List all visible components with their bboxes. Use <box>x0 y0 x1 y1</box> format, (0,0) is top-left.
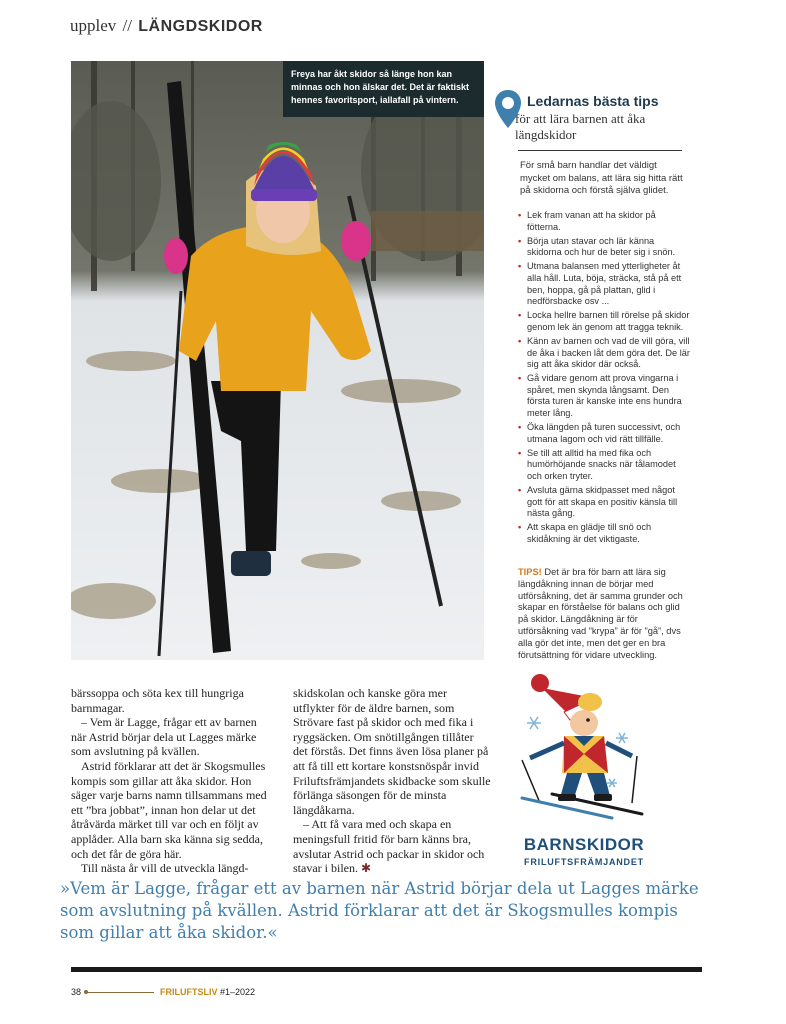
tips-intro: För små barn handlar det väldigt mycket om balans, att lära sig hitta rätt på skidorna och förstå själva glidet. <box>520 160 683 196</box>
tips-title: Ledarnas bästa tips <box>527 93 659 109</box>
tip-item: • Utmana balansen med ytterligheter åt alla håll. Luta, böja, sträcka, stå på ett ben, hoppa, gå på plattan, glid i nedförsbacke osv ... <box>518 261 690 307</box>
body-paragraph-text: – Att få vara med och skapa en meningsfull fritid för barn känns bra, avslutar Astrid och packar in skidor och stavar i bilen. <box>293 817 485 876</box>
tips-divider <box>518 150 682 151</box>
tip-item: • Gå vidare genom att prova vingarna i spåret, men skynda långsamt. Den första turen är kanske inte ens hundra meter lång. <box>518 373 690 419</box>
tip-item: • Se till att alltid ha med fika och humörhöjande snacks när tålamodet och orken tryter. <box>518 448 690 483</box>
tips-note <box>518 567 690 661</box>
barnskidor-mascot-logo <box>512 668 656 828</box>
magazine-name: FRILUFTSLIV <box>160 987 218 997</box>
section-topic: LÄNGDSKIDOR <box>138 18 263 35</box>
tip-item: • Att skapa en glädje till snö och skidåkning är det viktigaste. <box>518 522 690 545</box>
body-column-1 <box>71 686 270 876</box>
body-paragraph: – Vem är Lagge, frågar ett av barnen när Astrid börjar dela ut Lagges märke som avslutning på kvällen. <box>71 715 257 759</box>
tips-note-text: Det är bra för barn att lära sig längdåkning innan de börjar med utförsåkning, det är samma grunder och skapar en förståelse för balans och glid på skidor. Längdåkning är för utförsåkning vad ”krypa” är för ”gå”, dvs alla gör det inte, men det ger en bra förutsättning för vidare utveckling. <box>518 567 683 660</box>
section-label: upplev <box>70 16 117 35</box>
body-column-2 <box>293 686 491 876</box>
body-paragraph-last <box>293 817 491 875</box>
footer-line <box>86 992 154 993</box>
photo-caption: Freya har åkt skidor så länge hon kan minnas och hon älskar det. Det är faktiskt hennes favoritsport, iallafall på vintern. <box>283 61 484 117</box>
page-number: 38 <box>71 987 82 997</box>
tip-item: • Locka hellre barnen till rörelse på skidor genom lek än genom att tragga teknik. <box>518 310 690 333</box>
body-paragraph: skidskolan och kanske göra mer utflykter för de äldre barnen, som Strövare fast på skidor och med fika i ryggsäcken. Om snötillgången tillåter det förstås. Det finns även lösa planer på att få till ett kortare konstsnöspår invid Friluftsfrämjandets skidbacke som skulle förlänga säsongen för de minsta längdåkarna. <box>293 686 491 817</box>
tip-item: • Känn av barnen och vad de vill göra, vill de åka i backen låt dem göra det. De lär sig att åka skidor där också. <box>518 336 690 371</box>
tip-item: • Lek fram vanan att ha skidor på fötterna. <box>518 210 690 233</box>
footer-bar <box>71 967 702 972</box>
section-separator: // <box>122 16 132 35</box>
logo-org: FRILUFTSFRÄMJANDET <box>524 857 644 867</box>
body-paragraph: Till nästa år vill de utveckla längd- <box>81 861 249 876</box>
tip-item: • Avsluta gärna skidpasset med något gott för att skapa en positiv känsla till nästa gång. <box>518 485 690 520</box>
ski-girl-photo <box>71 61 484 660</box>
body-paragraph: Astrid förklarar att det är Skogsmulles kompis som gillar att åka skidor. Hon säger varje barns namn tillsammans med ett ”bra jobbat”, innan hon delar ut det åtråvärda märket till var och en följt av applåder. Alla barn ska känna sig sedda, och det får de göra här. <box>71 758 267 861</box>
magazine-issue <box>160 987 255 997</box>
end-mark: ✱ <box>360 861 372 876</box>
issue-number: #1–2022 <box>220 987 256 997</box>
tips-list <box>518 210 690 548</box>
tip-item: • Öka längden på turen successivt, och utmana lagom och vid rätt tillfälle. <box>518 422 690 445</box>
tip-item: • Börja utan stavar och lär känna skidorna och hur de beter sig i snön. <box>518 236 690 259</box>
body-paragraph: bärssoppa och söta kex till hungriga barnmagar. <box>71 686 244 715</box>
pull-quote: »Vem är Lagge, frågar ett av barnen när Astrid börjar dela ut Lagges märke som avslutning på kvällen. Astrid förklarar att det är Skogsmulles kompis som gillar att åka skidor.« <box>60 879 699 942</box>
tips-subtitle: för att lära barnen att åka längdskidor <box>515 111 646 142</box>
tips-note-lead: TIPS! <box>518 567 542 577</box>
main-photo <box>71 61 484 660</box>
logo-name: BARNSKIDOR <box>523 835 645 854</box>
section-header <box>70 16 263 36</box>
